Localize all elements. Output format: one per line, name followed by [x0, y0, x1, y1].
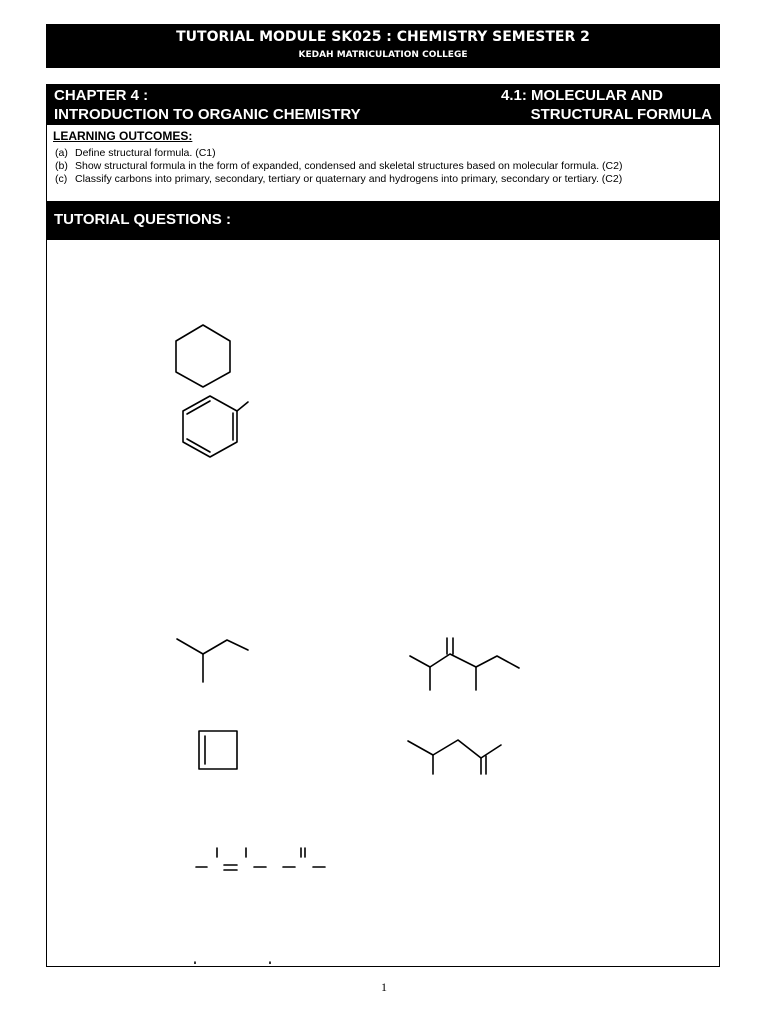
outcome-text: Define structural formula. (C1) — [75, 147, 216, 159]
chapter-header-bar — [47, 85, 719, 125]
outcome-text: Show structural formula in the form of expanded, condensed and skeletal structures based on molecular formula. (C2) — [75, 160, 623, 172]
learning-outcomes-heading: LEARNING OUTCOMES: — [53, 129, 193, 143]
tutorial-questions-heading: TUTORIAL QUESTIONS : — [54, 211, 231, 228]
methylbenzene-structure — [183, 396, 248, 457]
learning-outcome-item — [55, 147, 216, 159]
learning-outcomes-section — [47, 125, 719, 201]
learning-outcome-item — [55, 173, 622, 185]
outcome-letter: (c) — [55, 173, 68, 185]
cyclobutene-structure — [199, 731, 237, 769]
cyclohexane-structure — [176, 325, 230, 387]
college-name: KEDAH MATRICULATION COLLEGE — [298, 50, 468, 60]
subtopic-title-line1: 4.1: MOLECULAR AND — [501, 87, 663, 104]
subtopic-title-line2: STRUCTURAL FORMULA — [530, 106, 712, 123]
tutorial-questions-bar — [47, 201, 719, 240]
module-title: TUTORIAL MODULE SK025 : CHEMISTRY SEMESTER 2 — [176, 29, 590, 45]
methylbutane-structure — [177, 639, 248, 682]
structure-diagrams — [47, 240, 719, 964]
module-header-banner — [46, 24, 720, 68]
chapter-number: CHAPTER 4 : — [54, 87, 149, 104]
bond-fragment — [195, 962, 270, 964]
outcome-text: Classify carbons into primary, secondary, tertiary or quaternary and hydrogens into primary, secondary or tertiary. (C2) — [75, 173, 623, 185]
learning-outcome-item — [55, 160, 622, 172]
outcome-letter: (b) — [55, 160, 68, 172]
tutorial-sheet — [46, 84, 720, 967]
methylhexene-structure — [408, 740, 501, 774]
expanded-formula-fragment — [196, 848, 325, 870]
outcome-letter: (a) — [55, 147, 68, 159]
page-number: 1 — [381, 980, 387, 994]
chapter-title: INTRODUCTION TO ORGANIC CHEMISTRY — [54, 106, 361, 123]
substituted-heptene-structure — [410, 638, 519, 690]
